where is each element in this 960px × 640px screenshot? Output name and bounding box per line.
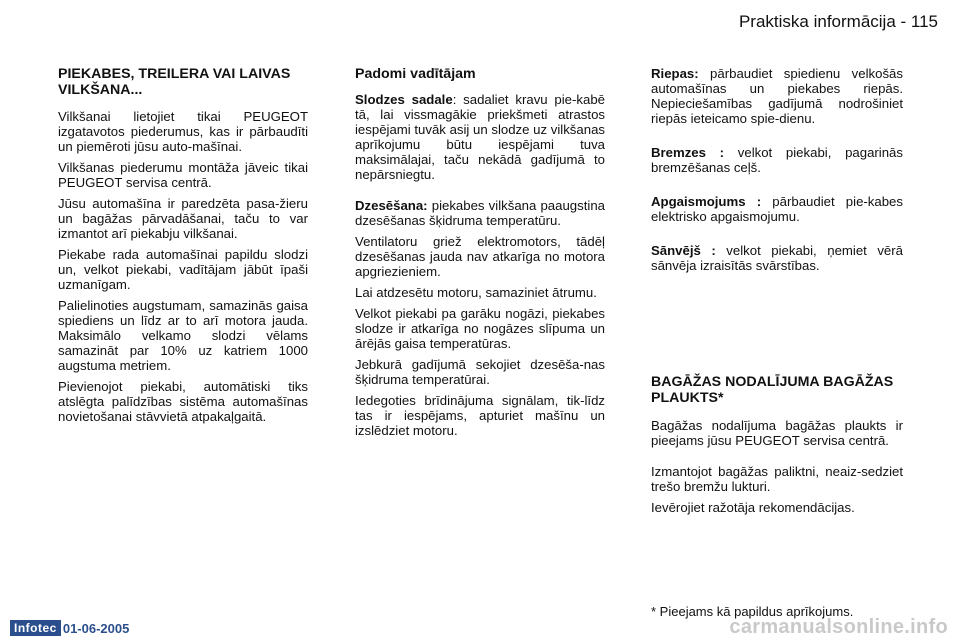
watermark: carmanualsonline.info — [729, 616, 948, 638]
term-label: Apgaismojums : — [651, 194, 762, 209]
paragraph: Pievienojot piekabi, automātiski tiks atslēgta palīdzības sistēma automašīnas novietošanai stāvvietā atpakaļgaitā. — [58, 379, 308, 424]
middle-column — [355, 66, 605, 444]
term-label: Riepas: — [651, 66, 699, 81]
left-column — [58, 66, 308, 430]
cooling-paragraph — [355, 198, 605, 228]
paragraph: Bagāžas nodalījuma bagāžas plaukts ir pieejams jūsu PEUGEOT servisa centrā. — [651, 418, 903, 448]
term-text: pārbaudiet spiedienu velkošās automašīnas un piekabes riepās. Nepieciešamības gadījumā nodrošiniet riepās ieteicamo spie-dienu. — [651, 66, 903, 126]
term-text: pārbaudiet pie-kabes elektrisko apgaismojumu. — [651, 194, 903, 224]
footer — [10, 618, 129, 638]
term-text: velkot piekabi, pagarinās bremzēšanas ceļš. — [651, 145, 903, 175]
right-column — [651, 66, 903, 279]
term-label: Dzesēšana: — [355, 198, 428, 213]
crosswind-paragraph — [651, 243, 903, 273]
footnote: * Pieejams kā papildus aprīkojums. — [651, 604, 854, 619]
term-label: Bremzes : — [651, 145, 725, 160]
paragraph: Izmantojot bagāžas paliktni, neaiz-sedziet trešo bremžu lukturi. — [651, 464, 903, 494]
paragraph: Palielinoties augstumam, samazinās gaisa spiediens un līdz ar to arī motora jauda. Maksimālo velkamo slodzi vēlams samazināt par 10% uz katriem 1000 augstuma metriem. — [58, 298, 308, 373]
term-text: : sadaliet kravu pie-kabē tā, lai vissmagākie priekšmeti atrastos iespējami tuvāk asij un slodze uz vilkšanas aprīkojumu būtu iespējami tuva maksimālajai, taču nekādā gadījumā to nepārsniegtu. — [355, 92, 605, 182]
paragraph: Ventilatoru griež elektromotors, tādēļ dzesēšanas jauda nav atkarīga no motora apgriezieniem. — [355, 234, 605, 279]
term-text: velkot piekabi, ņemiet vērā sānvēja izraisītās svārstības. — [651, 243, 903, 273]
paragraph: Piekabe rada automašīnai papildu slodzi un, velkot piekabi, vadītājam jābūt īpaši uzmanīgam. — [58, 247, 308, 292]
paragraph: Jūsu automašīna ir paredzēta pasa-žieru un bagāžas pārvadāšanai, taču to var izmantot arī piekabju vilkšanai. — [58, 196, 308, 241]
term-label: Slodzes sadale — [355, 92, 453, 107]
driver-tips-heading: Padomi vadītājam — [355, 66, 476, 82]
lighting-paragraph — [651, 194, 903, 224]
towing-heading: PIEKABES, TREILERA VAI LAIVAS VILKŠANA... — [58, 66, 291, 98]
paragraph: Ievērojiet ražotāja rekomendācijas. — [651, 500, 855, 515]
paragraph: Vilkšanai lietojiet tikai PEUGEOT izgatavotos piederumus, kas ir pārbaudīti un piemēroti jūsu auto-mašīnai. — [58, 109, 308, 154]
infotec-logo: Infotec — [10, 620, 61, 636]
luggage-cover-section — [651, 374, 903, 521]
brakes-paragraph — [651, 145, 903, 175]
load-distribution-paragraph — [355, 92, 605, 182]
footer-date: 01-06-2005 — [62, 620, 130, 636]
term-label: Sānvējš : — [651, 243, 716, 258]
tyres-paragraph — [651, 66, 903, 126]
page-title: Praktiska informācija - 115 — [738, 12, 938, 31]
paragraph: Vilkšanas piederumu montāža jāveic tikai PEUGEOT servisa centrā. — [58, 160, 308, 190]
luggage-cover-heading: BAGĀŽAS NODALĪJUMA BAGĀŽAS PLAUKTS* — [651, 374, 894, 406]
paragraph: Jebkurā gadījumā sekojiet dzesēša-nas šķidruma temperatūrai. — [355, 357, 605, 387]
term-text: piekabes vilkšana paaugstina dzesēšanas šķidruma temperatūru. — [355, 198, 605, 228]
paragraph: Lai atdzesētu motoru, samaziniet ātrumu. — [355, 285, 597, 300]
paragraph: Velkot piekabi pa garāku nogāzi, piekabes slodze ir atkarīga no nogāzes slīpuma un ārējās gaisa temperatūras. — [355, 306, 605, 351]
paragraph: Iedegoties brīdinājuma signālam, tik-līdz tas ir iespējams, apturiet mašīnu un izslēdziet motoru. — [355, 393, 605, 438]
